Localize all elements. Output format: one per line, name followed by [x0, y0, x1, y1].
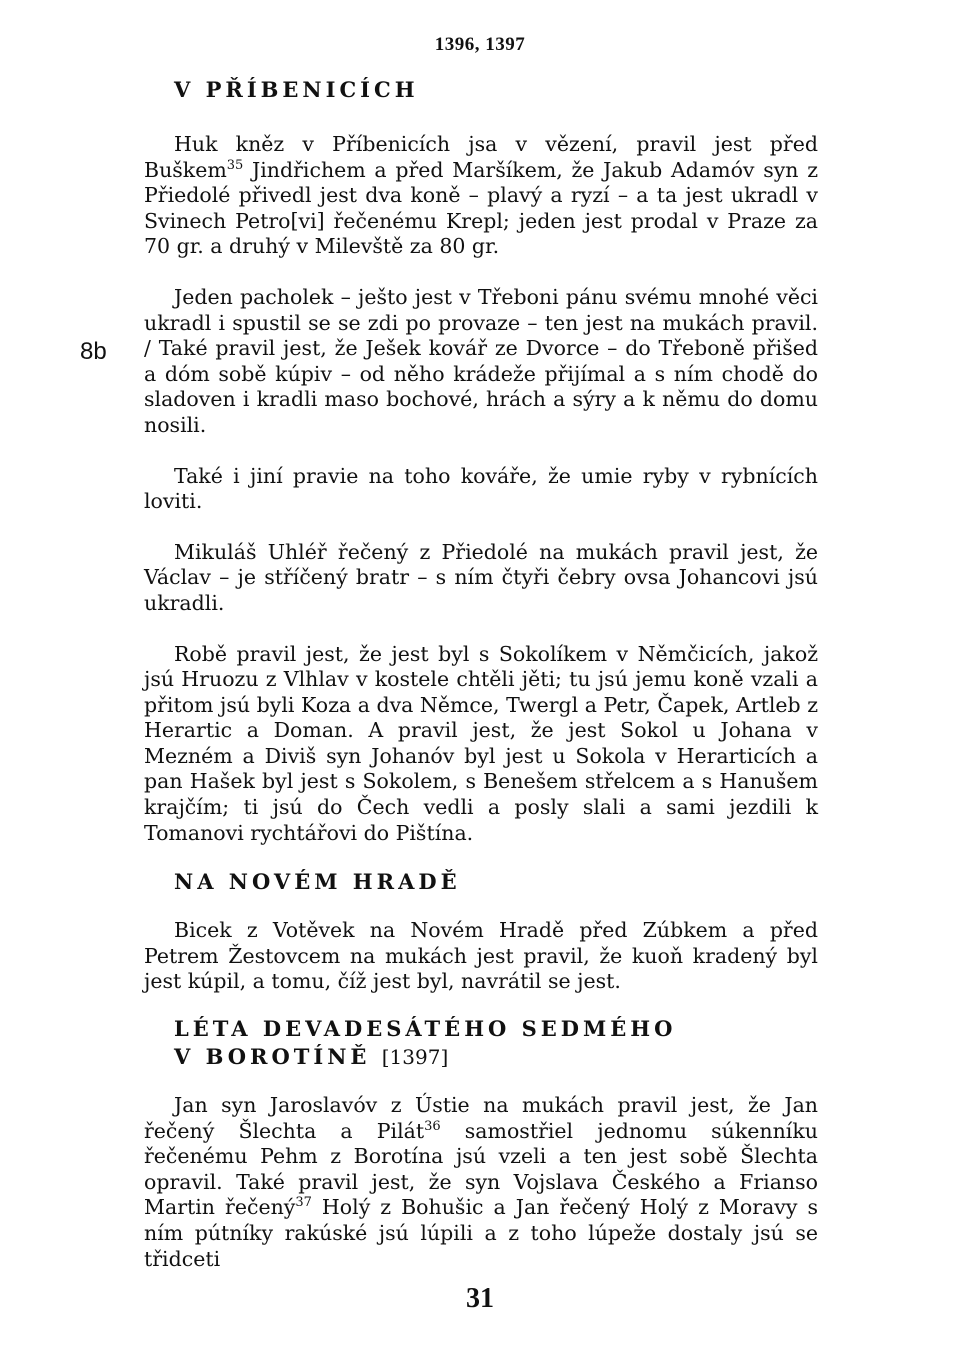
paragraph-text: Jan syn Jaroslavóv z Ústie na mukách pravil jest, že Jan řečený Šlechta a Pilát: [144, 1093, 818, 1143]
footnote-ref-36: 36: [424, 1118, 441, 1134]
footnote-ref-35: 35: [226, 157, 244, 173]
paragraph-huk: [144, 132, 818, 260]
footnote-ref-37: 37: [295, 1195, 312, 1211]
section-heading-novy-hrad: NA NOVÉM HRADĚ: [174, 869, 461, 895]
paragraph-text: Huk kněz v Příbenicích jsa v vězení, pravil jest před Buškem: [144, 132, 818, 182]
page-number: 31: [466, 1283, 494, 1314]
page-content: [144, 76, 818, 1272]
heading-line-place: V BOROTÍNĚ: [174, 1044, 371, 1070]
running-head-years: 1396, 1397: [434, 34, 526, 55]
paragraph-mikulas: Mikuláš Uhléř řečený z Přiedolé na mukách pravil jest, že Václav – je stříčený bratr – s ním čtyři čebry ovsa Johancovi jsú ukradli.: [144, 539, 818, 615]
paragraph-text: Holý z Bohušic a Jan řečený Holý z Moravy s ním pútníky rakúské jsú lúpili a z toho lúpeže dostaly jsú se třidceti: [144, 1195, 818, 1271]
heading-year-bracket: [1397]: [381, 1045, 449, 1070]
paragraph-robe: Robě pravil jest, že jest byl s Sokolíkem v Němčicích, jakož jsú Hruozu z Vlhlav v kostele chtěli jěti; tu jsú jemu koně vzali a přitom jsú byli Koza a dva Němce, Twergl a Petr, Čapek, Artleb z Herartic a Doman. A pravil jest, že jest Sokol u Johana v Mezném a Diviš syn Johanóv byl jest u Sokola v Herarticích a pan Hašek byl jest s Sokolem, s Benešem střelcem a s Hanušem krajčím; ti jsú do Čech vedli a posly slali a sami jezdili k Tomanovi rychtářovi do Pištína.: [144, 641, 818, 845]
section-heading-pribenice: V PŘÍBENICÍCH: [174, 77, 419, 102]
paragraph-jan: [144, 1093, 818, 1272]
paragraph-text: samostřiel jednomu súkenníku řečenému Pehm z Borotína jsú vzeli a ten jest sobě Šlechta opravil. Také pravil jest, že syn Vojslava Českého a Frianso Martin řečený: [144, 1118, 818, 1220]
margin-folio-note: 8b: [80, 338, 107, 365]
paragraph-text: Jindřichem a před Maršíkem, že Jakub Adamóv syn z Přiedolé přivedl jest dva koně – plavý a ryzí – a ta jest ukradl v Svinech Petro[vi] řečenému Krepl; jeden jest prodal v Praze za 70 gr. a druhý v Milevště za 80 gr.: [144, 157, 818, 259]
paragraph-bicek: Bicek z Votěvek na Novém Hradě před Zúbkem a před Petrem Žestovcem na mukách jest pravil, že kuoň kradený byl jest kúpil, a tomu, číž jest byl, navrátil se jest.: [144, 918, 818, 994]
heading-line-year: LÉTA DEVADESÁTÉHO SEDMÉHO: [174, 1016, 677, 1042]
paragraph-kovar: Také i jiní pravie na toho kováře, že umie ryby v rybnících loviti.: [144, 463, 818, 514]
paragraph-pacholek: Jeden pacholek – ješto jest v Třeboni pánu svému mnohé věci ukradl i spustil se se zdi po provaze – ten jest na mukách pravil. / Také pravil jest, že Ješek kovář ze Dvorce – do Třeboně přišed a dóm sobě kúpiv – od něho krádeže přijímal a s ním chodě do sladoven i kradli maso bochové, hrách a sýry a k němu do domu nosili.: [144, 284, 818, 437]
section-heading-borotin: [174, 1015, 818, 1071]
